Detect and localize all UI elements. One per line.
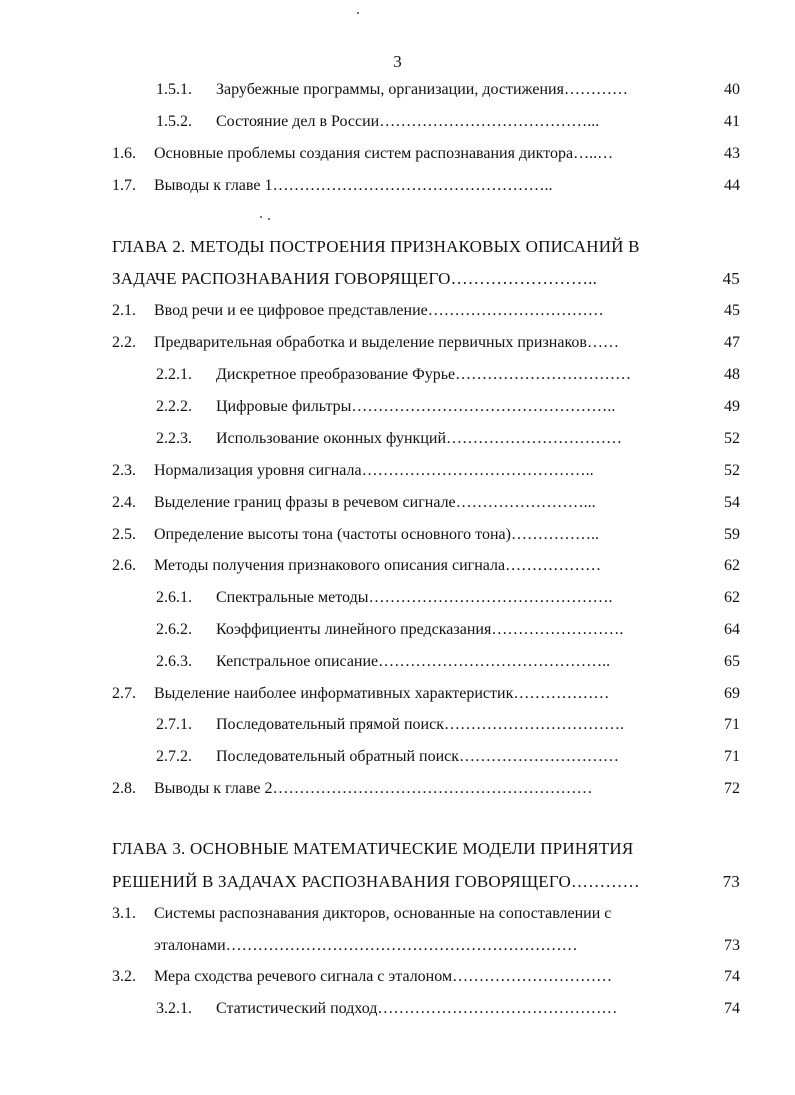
toc-entry-title: Выделение наиболее информативных характеристик……………… [154, 685, 610, 702]
toc-entry-page: 62 [724, 557, 740, 574]
toc-entry-2-7-1[interactable] [112, 714, 740, 736]
toc-entry-title: эталонами………………………………………………………… [154, 937, 578, 954]
toc-entry-number: 2.7.2. [156, 748, 192, 765]
scan-speck [268, 218, 270, 220]
toc-entry-number: 2.2.2. [156, 398, 192, 415]
toc-entry-1-6[interactable] [112, 143, 740, 165]
chapter-heading-title: РЕШЕНИЙ В ЗАДАЧАХ РАСПОЗНАВАНИЯ ГОВОРЯЩЕГО………… [112, 872, 640, 891]
toc-entry-page: 64 [724, 621, 740, 638]
toc-entry-number: 2.4. [112, 494, 136, 511]
toc-entry-number: 2.7. [112, 685, 136, 702]
toc-entry-page: 52 [724, 462, 740, 479]
toc-entry-number: 2.6.2. [156, 621, 192, 638]
toc-entry-page: 74 [724, 1000, 740, 1017]
toc-entry-page: 45 [724, 302, 740, 319]
toc-entry-2-7[interactable] [112, 683, 740, 705]
toc-entry-page: 45 [722, 269, 740, 288]
toc-entry-2-8[interactable] [112, 778, 740, 800]
toc-entry-title: Методы получения признакового описания сигнала……………… [154, 557, 602, 574]
toc-entry-title: Предварительная обработка и выделение первичных признаков…… [154, 334, 619, 351]
toc-entry-number: 2.6.3. [156, 653, 192, 670]
toc-entry-title: Дискретное преобразование Фурье…………………………… [216, 366, 632, 383]
toc-entry-2-2-3[interactable] [112, 428, 740, 450]
toc-entry-title: Системы распознавания дикторов, основанные на сопоставлении с [154, 905, 612, 922]
toc-entry-1-7[interactable] [112, 175, 740, 197]
toc-entry-page: 47 [724, 334, 740, 351]
toc-entry-page: 40 [724, 81, 740, 98]
toc-entry-number: 3.2. [112, 968, 136, 985]
toc-entry-3-1-continued[interactable] [112, 935, 740, 957]
toc-entry-2-2-1[interactable] [112, 364, 740, 386]
toc-entry-2-4[interactable] [112, 492, 740, 514]
toc-entry-page: 65 [724, 653, 740, 670]
chapter-heading-title: ГЛАВА 2. МЕТОДЫ ПОСТРОЕНИЯ ПРИЗНАКОВЫХ ОПИСАНИЙ В [112, 237, 640, 256]
toc-entry-number: 3.1. [112, 905, 136, 922]
toc-entry-number: 2.8. [112, 780, 136, 797]
toc-entry-2-2[interactable] [112, 332, 740, 354]
toc-entry-title: Последовательный прямой поиск……………………………. [216, 716, 624, 733]
toc-entry-number: 2.2. [112, 334, 136, 351]
scan-speck [357, 12, 359, 14]
toc-entry-title: Последовательный обратный поиск………………………… [216, 748, 620, 765]
toc-entry-page: 71 [724, 716, 740, 733]
toc-entry-title: Спектральные методы………………………………………. [216, 589, 613, 606]
toc-entry-title: Зарубежные программы, организации, достижения………… [216, 81, 628, 98]
toc-entry-title: Ввод речи и ее цифровое представление…………………………… [154, 302, 604, 319]
toc-entry-number: 1.6. [112, 145, 136, 162]
toc-entry-title: Основные проблемы создания систем распознавания диктора…..… [154, 145, 614, 162]
toc-entry-2-3[interactable] [112, 460, 740, 482]
toc-entry-page: 72 [724, 780, 740, 797]
toc-entry-page: 54 [724, 494, 740, 511]
toc-entry-title: Цифровые фильтры………………………………………….. [216, 398, 616, 415]
chapter-2-heading-line-1[interactable] [112, 236, 740, 258]
toc-entry-page: 48 [724, 366, 740, 383]
toc-entry-number: 2.5. [112, 526, 136, 543]
toc-entry-page: 74 [724, 968, 740, 985]
chapter-2-heading-line-2[interactable] [112, 268, 740, 290]
toc-entry-title: Коэффициенты линейного предсказания……………………. [216, 621, 624, 638]
toc-entry-page: 69 [724, 685, 740, 702]
toc-entry-page: 49 [724, 398, 740, 415]
toc-entry-page: 59 [724, 526, 740, 543]
toc-entry-title: Выделение границ фразы в речевом сигнале……………………... [154, 494, 596, 511]
toc-entry-number: 2.1. [112, 302, 136, 319]
toc-entry-number: 2.2.1. [156, 366, 192, 383]
toc-entry-page: 52 [724, 430, 740, 447]
toc-entry-page: 44 [724, 177, 740, 194]
toc-entry-2-6-3[interactable] [112, 651, 740, 673]
toc-entry-3-2[interactable] [112, 966, 740, 988]
toc-entry-page: 71 [724, 748, 740, 765]
toc-entry-page: 62 [724, 589, 740, 606]
scan-speck [260, 216, 262, 218]
toc-entry-title: Состояние дел в России…………………………………... [216, 113, 600, 130]
toc-entry-title: Определение высоты тона (частоты основного тона)…………….. [154, 526, 599, 543]
toc-entry-title: Статистический подход……………………………………… [216, 1000, 618, 1017]
toc-entry-2-1[interactable] [112, 300, 740, 322]
toc-entry-page: 73 [722, 872, 740, 891]
chapter-3-heading-line-1[interactable] [112, 838, 740, 860]
toc-entry-title: Использование оконных функций…………………………… [216, 430, 623, 447]
page-number: 3 [393, 52, 402, 71]
toc-entry-2-7-2[interactable] [112, 746, 740, 768]
toc-entry-number: 1.5.1. [156, 81, 192, 98]
chapter-3-heading-line-2[interactable] [112, 871, 740, 893]
toc-entry-2-2-2[interactable] [112, 396, 740, 418]
toc-entry-2-6-1[interactable] [112, 587, 740, 609]
toc-entry-3-2-1[interactable] [112, 998, 740, 1020]
toc-entry-number: 2.2.3. [156, 430, 192, 447]
toc-entry-2-5[interactable] [112, 524, 740, 546]
toc-entry-number: 2.6. [112, 557, 136, 574]
toc-entry-3-1[interactable] [112, 903, 740, 925]
toc-entry-1-5-2[interactable] [112, 111, 740, 133]
toc-entry-number: 1.7. [112, 177, 136, 194]
toc-entry-title: Мера сходства речевого сигнала с эталоном………………………… [154, 968, 613, 985]
toc-entry-title: Кепстральное описание…………………………………….. [216, 653, 611, 670]
chapter-heading-title: ЗАДАЧЕ РАСПОЗНАВАНИЯ ГОВОРЯЩЕГО…………………….. [112, 269, 598, 288]
toc-entry-page: 43 [724, 145, 740, 162]
chapter-heading-title: ГЛАВА 3. ОСНОВНЫЕ МАТЕМАТИЧЕСКИЕ МОДЕЛИ ПРИНЯТИЯ [112, 839, 634, 858]
toc-entry-number: 2.6.1. [156, 589, 192, 606]
toc-entry-page: 41 [724, 113, 740, 130]
toc-entry-number: 2.7.1. [156, 716, 192, 733]
toc-entry-2-6-2[interactable] [112, 619, 740, 641]
toc-entry-2-6[interactable] [112, 555, 740, 577]
toc-entry-number: 3.2.1. [156, 1000, 192, 1017]
toc-entry-title: Выводы к главе 1…………………………………………….. [154, 177, 553, 194]
toc-entry-title: Нормализация уровня сигнала…………………………………….. [154, 462, 594, 479]
toc-entry-number: 1.5.2. [156, 113, 192, 130]
toc-entry-title: Выводы к главе 2…………………………………………………… [154, 780, 593, 797]
toc-entry-number: 2.3. [112, 462, 136, 479]
toc-entry-page: 73 [724, 937, 740, 954]
toc-entry-1-5-1[interactable] [112, 79, 740, 101]
